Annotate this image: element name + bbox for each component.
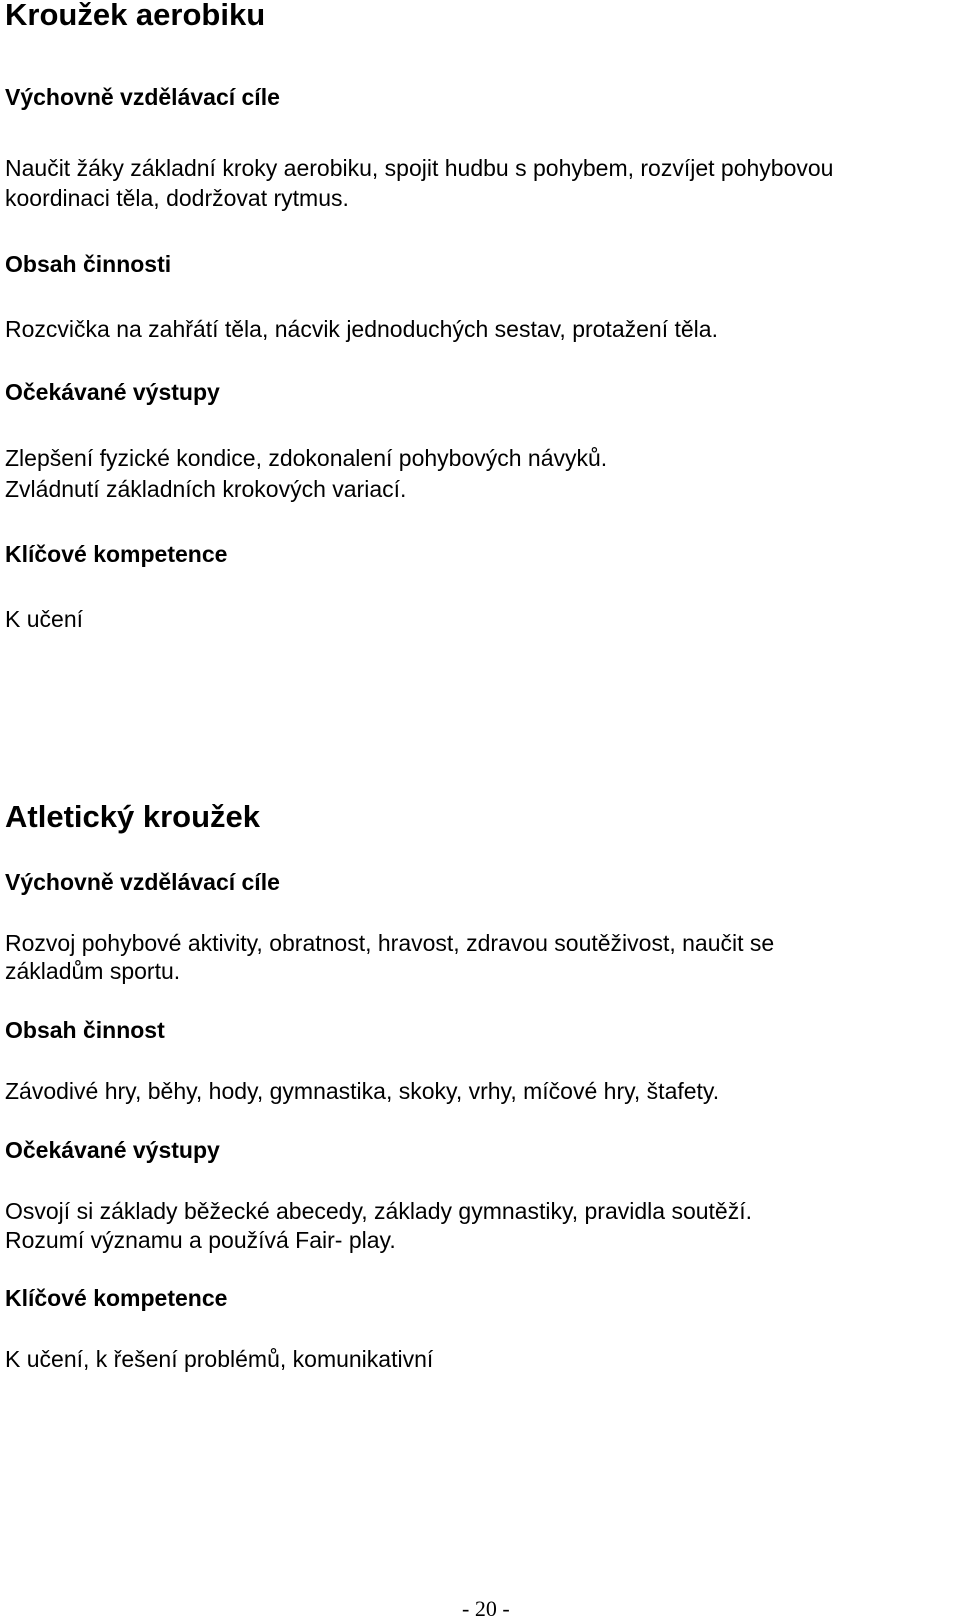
goals-text-line: koordinaci těla, dodržovat rytmus.: [5, 185, 349, 211]
competence-text-line: K učení, k řešení problémů, komunikativní: [5, 1346, 434, 1372]
competence-heading: Klíčové kompetence: [5, 1285, 228, 1311]
outputs-text-line: Osvojí si základy běžecké abecedy, základy gymnastiky, pravidla soutěží.: [5, 1198, 752, 1224]
goals-text-line: Naučit žáky základní kroky aerobiku, spojit hudbu s pohybem, rozvíjet pohybovou: [5, 155, 834, 181]
section-title: Atletický kroužek: [5, 799, 260, 834]
content-text-line: Závodivé hry, běhy, hody, gymnastika, skoky, vrhy, míčové hry, štafety.: [5, 1078, 720, 1104]
section-title: Kroužek aerobiku: [5, 0, 266, 32]
content-heading: Obsah činnost: [5, 1017, 165, 1043]
outputs-heading: Očekávané výstupy: [5, 379, 220, 405]
goals-heading: Výchovně vzdělávací cíle: [5, 869, 280, 895]
page-number: - 20 -: [462, 1596, 510, 1621]
content-heading: Obsah činnosti: [5, 251, 172, 277]
competence-heading: Klíčové kompetence: [5, 541, 228, 567]
outputs-heading: Očekávané výstupy: [5, 1137, 220, 1163]
competence-text-line: K učení: [5, 606, 83, 632]
outputs-text-line: Zvládnutí základních krokových variací.: [5, 476, 407, 502]
goals-heading: Výchovně vzdělávací cíle: [5, 84, 280, 110]
goals-text-line: Rozvoj pohybové aktivity, obratnost, hravost, zdravou soutěživost, naučit se: [5, 930, 775, 956]
outputs-text-line: Rozumí významu a používá Fair- play.: [5, 1227, 396, 1253]
content-text-line: Rozcvička na zahřátí těla, nácvik jednoduchých sestav, protažení těla.: [5, 316, 718, 342]
goals-text-line: základům sportu.: [5, 958, 181, 984]
outputs-text-line: Zlepšení fyzické kondice, zdokonalení pohybových návyků.: [5, 445, 608, 471]
